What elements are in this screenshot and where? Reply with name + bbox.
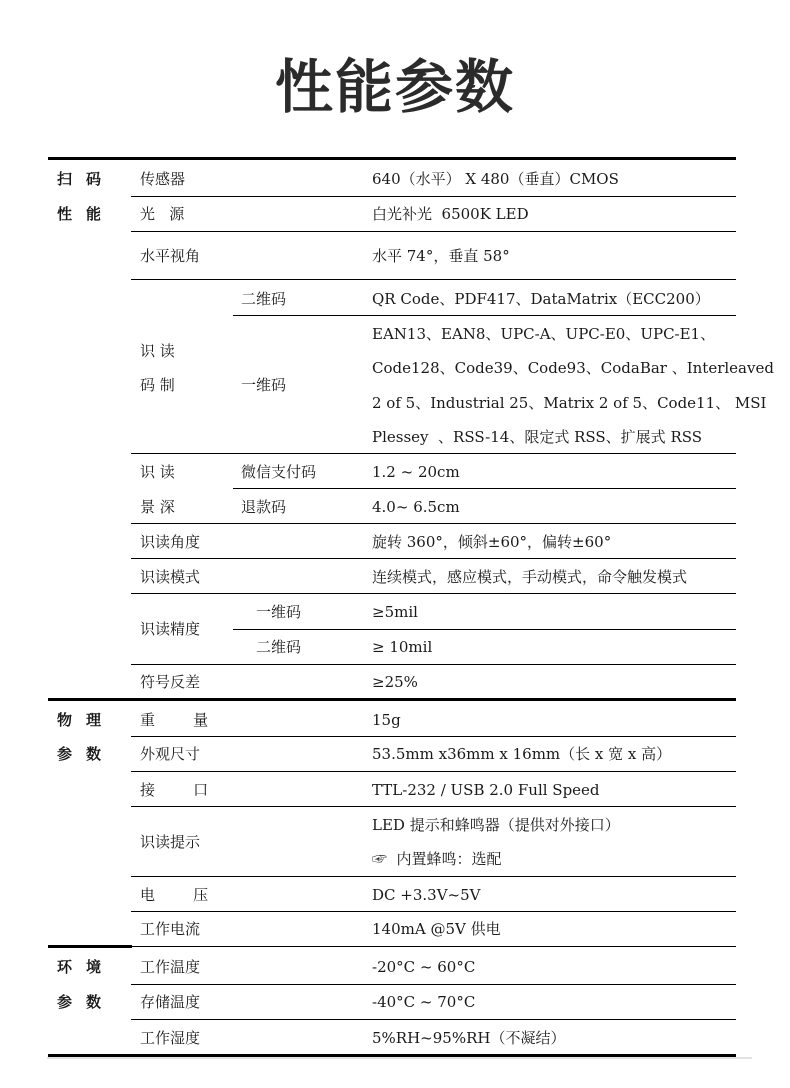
dof-wechat-value: 1.2 ~ 20cm — [372, 463, 460, 481]
row-divider — [233, 488, 736, 489]
row-divider — [233, 629, 736, 630]
current-label: 工作电流 — [140, 920, 201, 938]
sensor-label: 传感器 — [140, 170, 186, 188]
mode-label: 识读模式 — [140, 568, 201, 586]
table-top-rule — [48, 157, 736, 160]
row-divider — [131, 876, 736, 877]
row-divider — [131, 664, 736, 665]
symbology-label-1: 识 读 — [140, 342, 175, 360]
st-temp-label: 存储温度 — [140, 993, 201, 1011]
row-divider — [233, 315, 736, 316]
section-label-env-1: 环境 — [57, 958, 116, 976]
angle-label: 识读角度 — [140, 533, 201, 551]
symbology-1d-label: 一维码 — [241, 376, 287, 394]
prompt-label: 识读提示 — [140, 833, 201, 851]
precision-1d-value: ≥5mil — [372, 603, 418, 621]
dof-refund-value: 4.0~ 6.5cm — [372, 498, 460, 516]
interface-label: 接 口 — [140, 781, 209, 799]
light-label: 光 源 — [140, 205, 185, 223]
section-rule — [48, 698, 736, 701]
row-divider — [131, 231, 736, 232]
symbology-2d-label: 二维码 — [241, 290, 287, 308]
row-divider — [131, 558, 736, 559]
precision-1d-label: 一维码 — [256, 603, 302, 621]
prompt-value-line-2: ☞ 内置蜂鸣：选配 — [372, 850, 502, 868]
row-divider — [131, 946, 736, 947]
op-temp-value: -20°C ~ 60°C — [372, 958, 476, 976]
voltage-value: DC +3.3V~5V — [372, 886, 481, 904]
precision-label: 识读精度 — [140, 620, 201, 638]
humidity-label: 工作湿度 — [140, 1029, 201, 1047]
row-divider — [131, 984, 736, 985]
symbology-1d-value-line-2: Code128、Code39、Code93、CodaBar 、Interleaved — [372, 359, 774, 377]
prompt-value-line-1: LED 提示和蜂鸣器（提供对外接口） — [372, 816, 620, 834]
light-value: 白光补光 6500K LED — [372, 205, 529, 223]
humidity-value: 5%RH~95%RH（不凝结） — [372, 1029, 566, 1047]
st-temp-value: -40°C ~ 70°C — [372, 993, 476, 1011]
angle-value: 旋转 360°，倾斜±60°，偏转±60° — [372, 533, 612, 551]
row-divider — [131, 196, 736, 197]
sensor-value: 640（水平） X 480（垂直）CMOS — [372, 170, 619, 188]
dof-refund-label: 退款码 — [241, 498, 287, 516]
interface-value: TTL-232 / USB 2.0 Full Speed — [372, 781, 600, 799]
fov-value: 水平 74°，垂直 58° — [372, 247, 510, 265]
size-label: 外观尺寸 — [140, 745, 201, 763]
row-divider — [131, 523, 736, 524]
section-rule — [48, 945, 132, 948]
weight-label: 重 量 — [140, 711, 209, 729]
dof-wechat-label: 微信支付码 — [241, 463, 317, 481]
row-divider — [131, 736, 736, 737]
symbology-1d-value-line-3: 2 of 5、Industrial 25、Matrix 2 of 5、Code11、 MSI — [372, 394, 767, 412]
weight-value: 15g — [372, 711, 401, 729]
size-value: 53.5mm x36mm x 16mm（长 x 宽 x 高） — [372, 745, 672, 763]
row-divider — [131, 1019, 736, 1020]
row-divider — [131, 453, 736, 454]
section-label-env-2: 参数 — [57, 993, 116, 1011]
precision-2d-value: ≥ 10mil — [372, 638, 433, 656]
row-divider — [131, 771, 736, 772]
section-label-scan-1: 扫码 — [57, 170, 116, 188]
mode-value: 连续模式，感应模式，手动模式，命令触发模式 — [372, 568, 688, 586]
contrast-label: 符号反差 — [140, 673, 201, 691]
fov-label: 水平视角 — [140, 247, 201, 265]
row-divider — [131, 593, 736, 594]
symbology-1d-value-line-4: Plessey 、RSS-14、限定式 RSS、扩展式 RSS — [372, 428, 703, 446]
symbology-1d-value-line-1: EAN13、EAN8、UPC-A、UPC-E0、UPC-E1、 — [372, 325, 716, 343]
symbology-2d-value: QR Code、PDF417、DataMatrix（ECC200） — [372, 290, 710, 308]
current-value: 140mA @5V 供电 — [372, 920, 501, 938]
section-label-scan-2: 性能 — [57, 205, 116, 223]
contrast-value: ≥25% — [372, 673, 418, 691]
section-label-physical-1: 物理 — [57, 711, 116, 729]
row-divider — [131, 806, 736, 807]
op-temp-label: 工作温度 — [140, 958, 201, 976]
page-edge-shadow — [47, 1057, 752, 1059]
section-label-physical-2: 参数 — [57, 745, 116, 763]
dof-label-1: 识 读 — [140, 463, 175, 481]
page-title: 性能参数 — [274, 53, 515, 121]
dof-label-2: 景 深 — [140, 498, 175, 516]
row-divider — [131, 911, 736, 912]
symbology-label-2: 码 制 — [140, 376, 175, 394]
row-divider — [131, 279, 736, 280]
voltage-label: 电 压 — [140, 886, 209, 904]
precision-2d-label: 二维码 — [256, 638, 302, 656]
